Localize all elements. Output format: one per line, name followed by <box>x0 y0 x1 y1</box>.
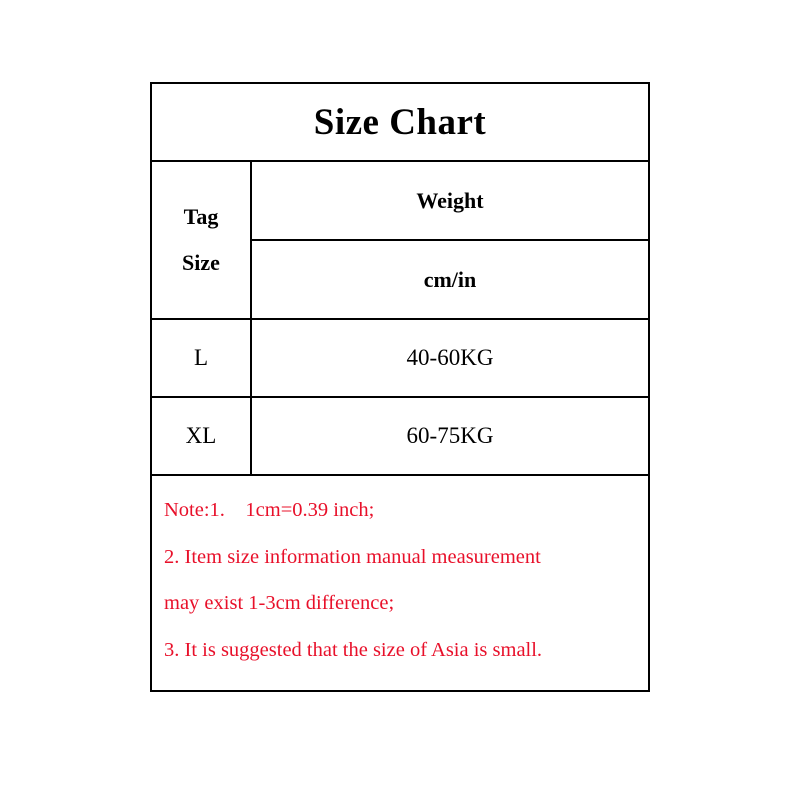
size-value: XL <box>152 398 252 474</box>
table-row <box>152 320 648 398</box>
note-line-3: may exist 1-3cm difference; <box>164 592 395 614</box>
weight-header-label: Weight <box>252 162 648 241</box>
tag-size-header-cell <box>152 162 252 318</box>
note-line-1: Note:1. 1cm=0.39 inch; <box>164 499 375 521</box>
chart-title-row <box>152 84 648 162</box>
note-line-4: 3. It is suggested that the size of Asia is small. <box>164 638 543 661</box>
size-chart-table <box>150 82 650 692</box>
unit-header-label: cm/in <box>423 266 477 292</box>
note-line-2: 2. Item size information manual measurement <box>164 545 541 568</box>
notes-section <box>152 476 648 690</box>
page-title: Size Chart <box>313 101 487 143</box>
weight-value: 40-60KG <box>406 345 494 370</box>
table-header-block <box>152 162 648 320</box>
weight-value: 60-75KG <box>406 423 494 448</box>
table-row <box>152 398 648 476</box>
weight-header-cell <box>252 162 648 318</box>
tag-size-header-line-2: Size <box>182 250 220 275</box>
size-value: L <box>152 320 252 396</box>
tag-size-header-line-1: Tag <box>183 204 219 229</box>
